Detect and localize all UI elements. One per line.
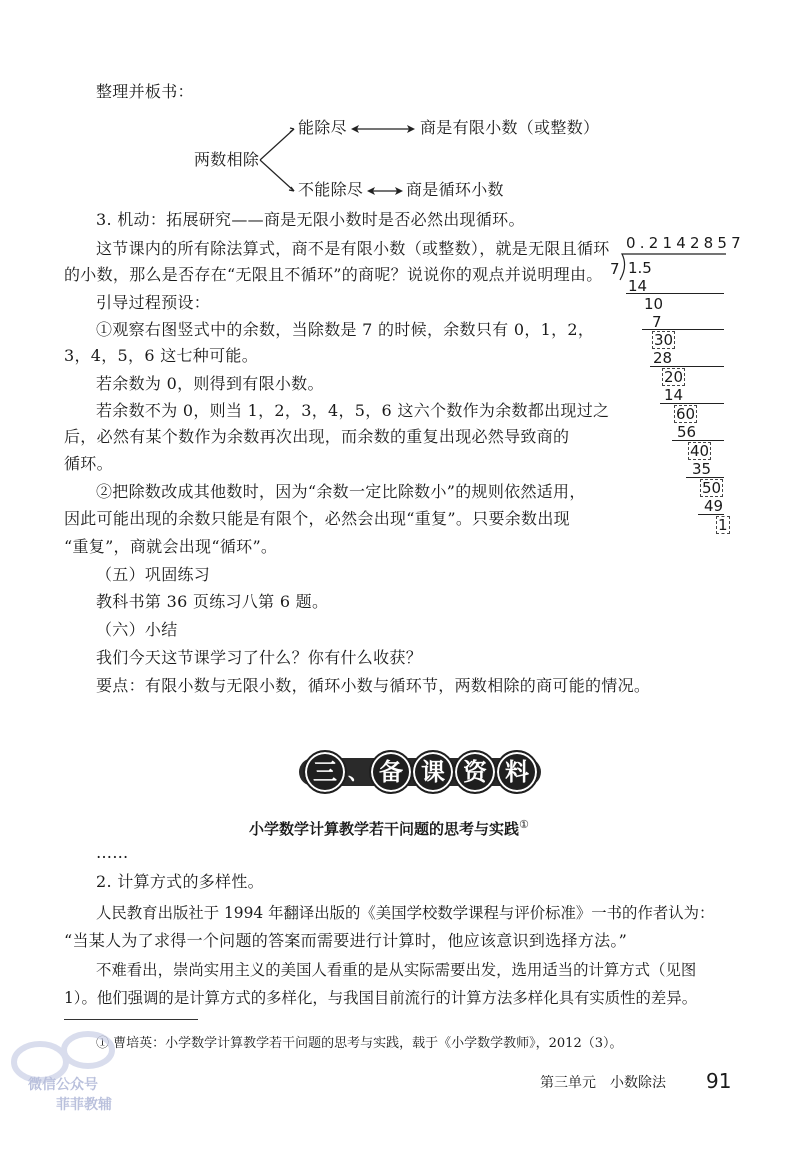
ld-row-remainder xyxy=(716,516,730,534)
paragraph-5: 若余数为 0，则得到有限小数。 xyxy=(96,374,324,393)
paragraph-12: 要点：有限小数与无限小数，循环小数与循环节，两数相除的商可能的情况。 xyxy=(96,676,651,695)
banner-char: 课 xyxy=(411,750,455,794)
ld-remainder-box: 1 xyxy=(718,516,728,534)
ld-row-remainder: 10 xyxy=(644,295,664,313)
watermark-line-2: 菲菲教辅 xyxy=(56,1097,112,1113)
ld-row-product: 7 xyxy=(652,313,662,331)
ld-remainder-box: 50 xyxy=(702,479,722,497)
page-number: 91 xyxy=(706,1069,732,1093)
ld-rule xyxy=(672,440,724,441)
paragraph-7: ②把除数改成其他数时，因为“余数一定比除数小”的规则依然适用， xyxy=(96,482,586,501)
article-ellipsis: …… xyxy=(96,843,129,862)
ld-row-product: 14 xyxy=(664,386,684,404)
paragraph-7-cont: 因此可能出现的余数只能是有限个，必然会出现“重复”。只要余数出现 xyxy=(64,509,570,528)
diagram-lower-result: 商是循环小数 xyxy=(406,180,504,199)
ld-row-remainder xyxy=(652,331,675,349)
double-arrow-icon xyxy=(350,122,416,136)
banner-char: 三 xyxy=(303,750,347,794)
paragraph-4: ①观察右图竖式中的余数，当除数是 7 的时候，余数只有 0，1，2， xyxy=(96,320,595,339)
watermark-line-1: 微信公众号 xyxy=(28,1077,98,1093)
paragraph-6-end: 循环。 xyxy=(64,454,113,473)
ld-remainder-box: 30 xyxy=(654,331,674,349)
paragraph-3: 引导过程预设： xyxy=(96,293,211,312)
ld-row-product: 56 xyxy=(677,423,697,441)
article-title-text: 小学数学计算教学若干问题的思考与实践 xyxy=(249,820,520,838)
ld-row-product: 49 xyxy=(704,497,724,515)
paragraph-6: 若余数不为 0，则当 1，2，3，4，5，6 这六个数作为余数都出现过之 xyxy=(96,401,610,420)
ld-row-product: 14 xyxy=(628,277,648,295)
ld-rule xyxy=(626,293,724,294)
ld-row-remainder xyxy=(674,405,697,423)
organize-heading: 整理并板书： xyxy=(96,82,194,101)
paragraph-9: 教科书第 36 页练习八第 6 题。 xyxy=(96,592,329,611)
quotient: 0.2142857 xyxy=(626,234,745,252)
ld-rule xyxy=(686,477,724,478)
paragraph-2-cont: 的小数，那么是否存在“无限且不循环”的商呢？说说你的观点并说明理由。 xyxy=(64,265,603,284)
divisor: 7 xyxy=(610,260,620,278)
paragraph-6-cont: 后，必然有某个数作为余数再次出现，而余数的重复出现必然导致商的 xyxy=(64,427,570,446)
paragraph-2: 这节课内的所有除法算式，商不是有限小数（或整数），就是无限且循环 xyxy=(96,239,610,258)
article-paragraph-2: 人民教育出版社于 1994 年翻译出版的《美国学校数学课程与评价标准》一书的作者认为： xyxy=(96,904,715,922)
paragraph-7-end: “重复”，商就会出现“循环”。 xyxy=(64,537,278,556)
paragraph-4-cont: 3，4，5，6 这七种可能。 xyxy=(64,346,259,365)
banner-char: 备 xyxy=(369,750,413,794)
article-title xyxy=(249,815,529,839)
section-five-heading: （五）巩固练习 xyxy=(96,565,211,584)
article-paragraph-2-cont: “当某人为了求得一个问题的答案而需要进行计算时，他应该意识到选择方法。” xyxy=(64,931,628,950)
paragraph-1: 3. 机动：拓展研究——商是无限小数时是否必然出现循环。 xyxy=(96,210,525,229)
ld-row-remainder xyxy=(700,479,723,497)
watermark xyxy=(10,1020,140,1130)
ld-row-product: 35 xyxy=(692,460,712,478)
diagram-root: 两数相除 xyxy=(194,150,260,169)
ld-remainder-box: 20 xyxy=(664,368,684,386)
footnote-reference: ① xyxy=(519,818,529,831)
section-six-heading: （六）小结 xyxy=(96,620,178,639)
ld-rule xyxy=(660,403,724,404)
ld-row-product: 28 xyxy=(653,349,673,367)
dividend: 1.5 xyxy=(628,259,652,277)
banner-char: 料 xyxy=(495,750,539,794)
ld-rule xyxy=(698,514,724,515)
article-paragraph-3: 不难看出，崇尚实用主义的美国人看重的是从实际需要出发，选用适当的计算方式（见图 xyxy=(96,961,697,979)
ld-remainder-box: 40 xyxy=(690,442,710,460)
section-banner xyxy=(303,750,537,794)
footer-unit: 第三单元 小数除法 xyxy=(540,1075,666,1091)
banner-char: 资 xyxy=(453,750,497,794)
banner-char: 、 xyxy=(348,760,368,784)
diagram-upper-branch: 能除尽 xyxy=(298,118,347,137)
paragraph-11: 我们今天这节课学习了什么？你有什么收获？ xyxy=(96,648,423,667)
diagram-upper-result: 商是有限小数（或整数） xyxy=(420,118,600,137)
ld-rule xyxy=(650,366,724,367)
article-paragraph-1: 2. 计算方式的多样性。 xyxy=(96,872,264,891)
article-paragraph-3-cont: 1）。他们强调的是计算方式的多样化，与我国目前流行的计算方法多样化具有实质性的差异。 xyxy=(64,989,698,1007)
footnote: ① 曹培英：小学数学计算教学若干问题的思考与实践，载于《小学数学教师》，2012（3）。 xyxy=(96,1036,623,1051)
diagram-lower-branch: 不能除尽 xyxy=(298,180,364,199)
ld-rule xyxy=(642,329,724,330)
ld-row-remainder xyxy=(688,442,711,460)
ld-remainder-box: 60 xyxy=(676,405,696,423)
double-arrow-icon xyxy=(366,184,404,198)
ld-row-remainder xyxy=(662,368,685,386)
